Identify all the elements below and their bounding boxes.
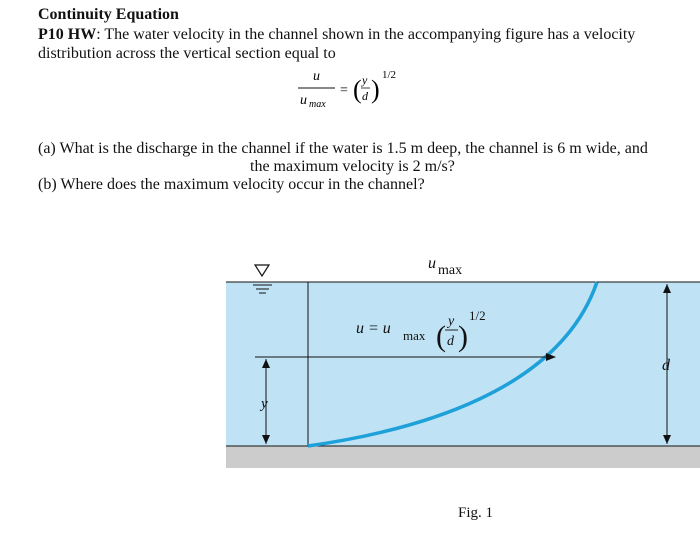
eq-d: d — [362, 89, 368, 103]
svg-text:(: ( — [436, 320, 446, 353]
channel-bed — [226, 446, 700, 468]
eq-y: y — [362, 73, 368, 87]
problem-text: : The water velocity in the channel shown in the accompanying figure has a velocity distribution across the vertical section equal to — [38, 26, 636, 62]
channel-figure — [210, 244, 700, 521]
svg-text:u = u: u = u — [356, 320, 391, 337]
svg-text:d: d — [447, 334, 454, 349]
svg-text:max: max — [438, 263, 463, 278]
svg-text:): ) — [458, 320, 468, 353]
svg-text:u: u — [428, 255, 436, 272]
page-title: Continuity Equation — [38, 6, 179, 23]
eq-numerator: u — [313, 69, 320, 84]
svg-text:1/2: 1/2 — [469, 308, 486, 323]
eq-exponent: 1/2 — [382, 69, 397, 81]
svg-text:max: max — [403, 328, 426, 343]
water-region — [226, 282, 700, 446]
eq-denominator-sub: max — [309, 99, 326, 110]
y-label: y — [261, 396, 268, 412]
eq-right-paren: ) — [371, 75, 380, 104]
eq-equals: = — [340, 83, 348, 98]
problem-label: P10 HW — [38, 26, 97, 43]
d-label: d — [662, 357, 670, 374]
figure-caption: Fig. 1 — [458, 505, 494, 521]
svg-text:y: y — [448, 314, 455, 329]
eq-denominator: u — [300, 93, 307, 108]
velocity-equation — [298, 69, 396, 110]
question-a-line1: (a) What is the discharge in the channel if the water is 1.5 m deep, the channel is 6 m wide, and — [38, 140, 648, 157]
question-a-line2: the maximum velocity is 2 m/s? — [250, 158, 455, 175]
question-b: (b) Where does the maximum velocity occur in the channel? — [38, 176, 425, 193]
eq-left-paren: ( — [353, 75, 362, 104]
